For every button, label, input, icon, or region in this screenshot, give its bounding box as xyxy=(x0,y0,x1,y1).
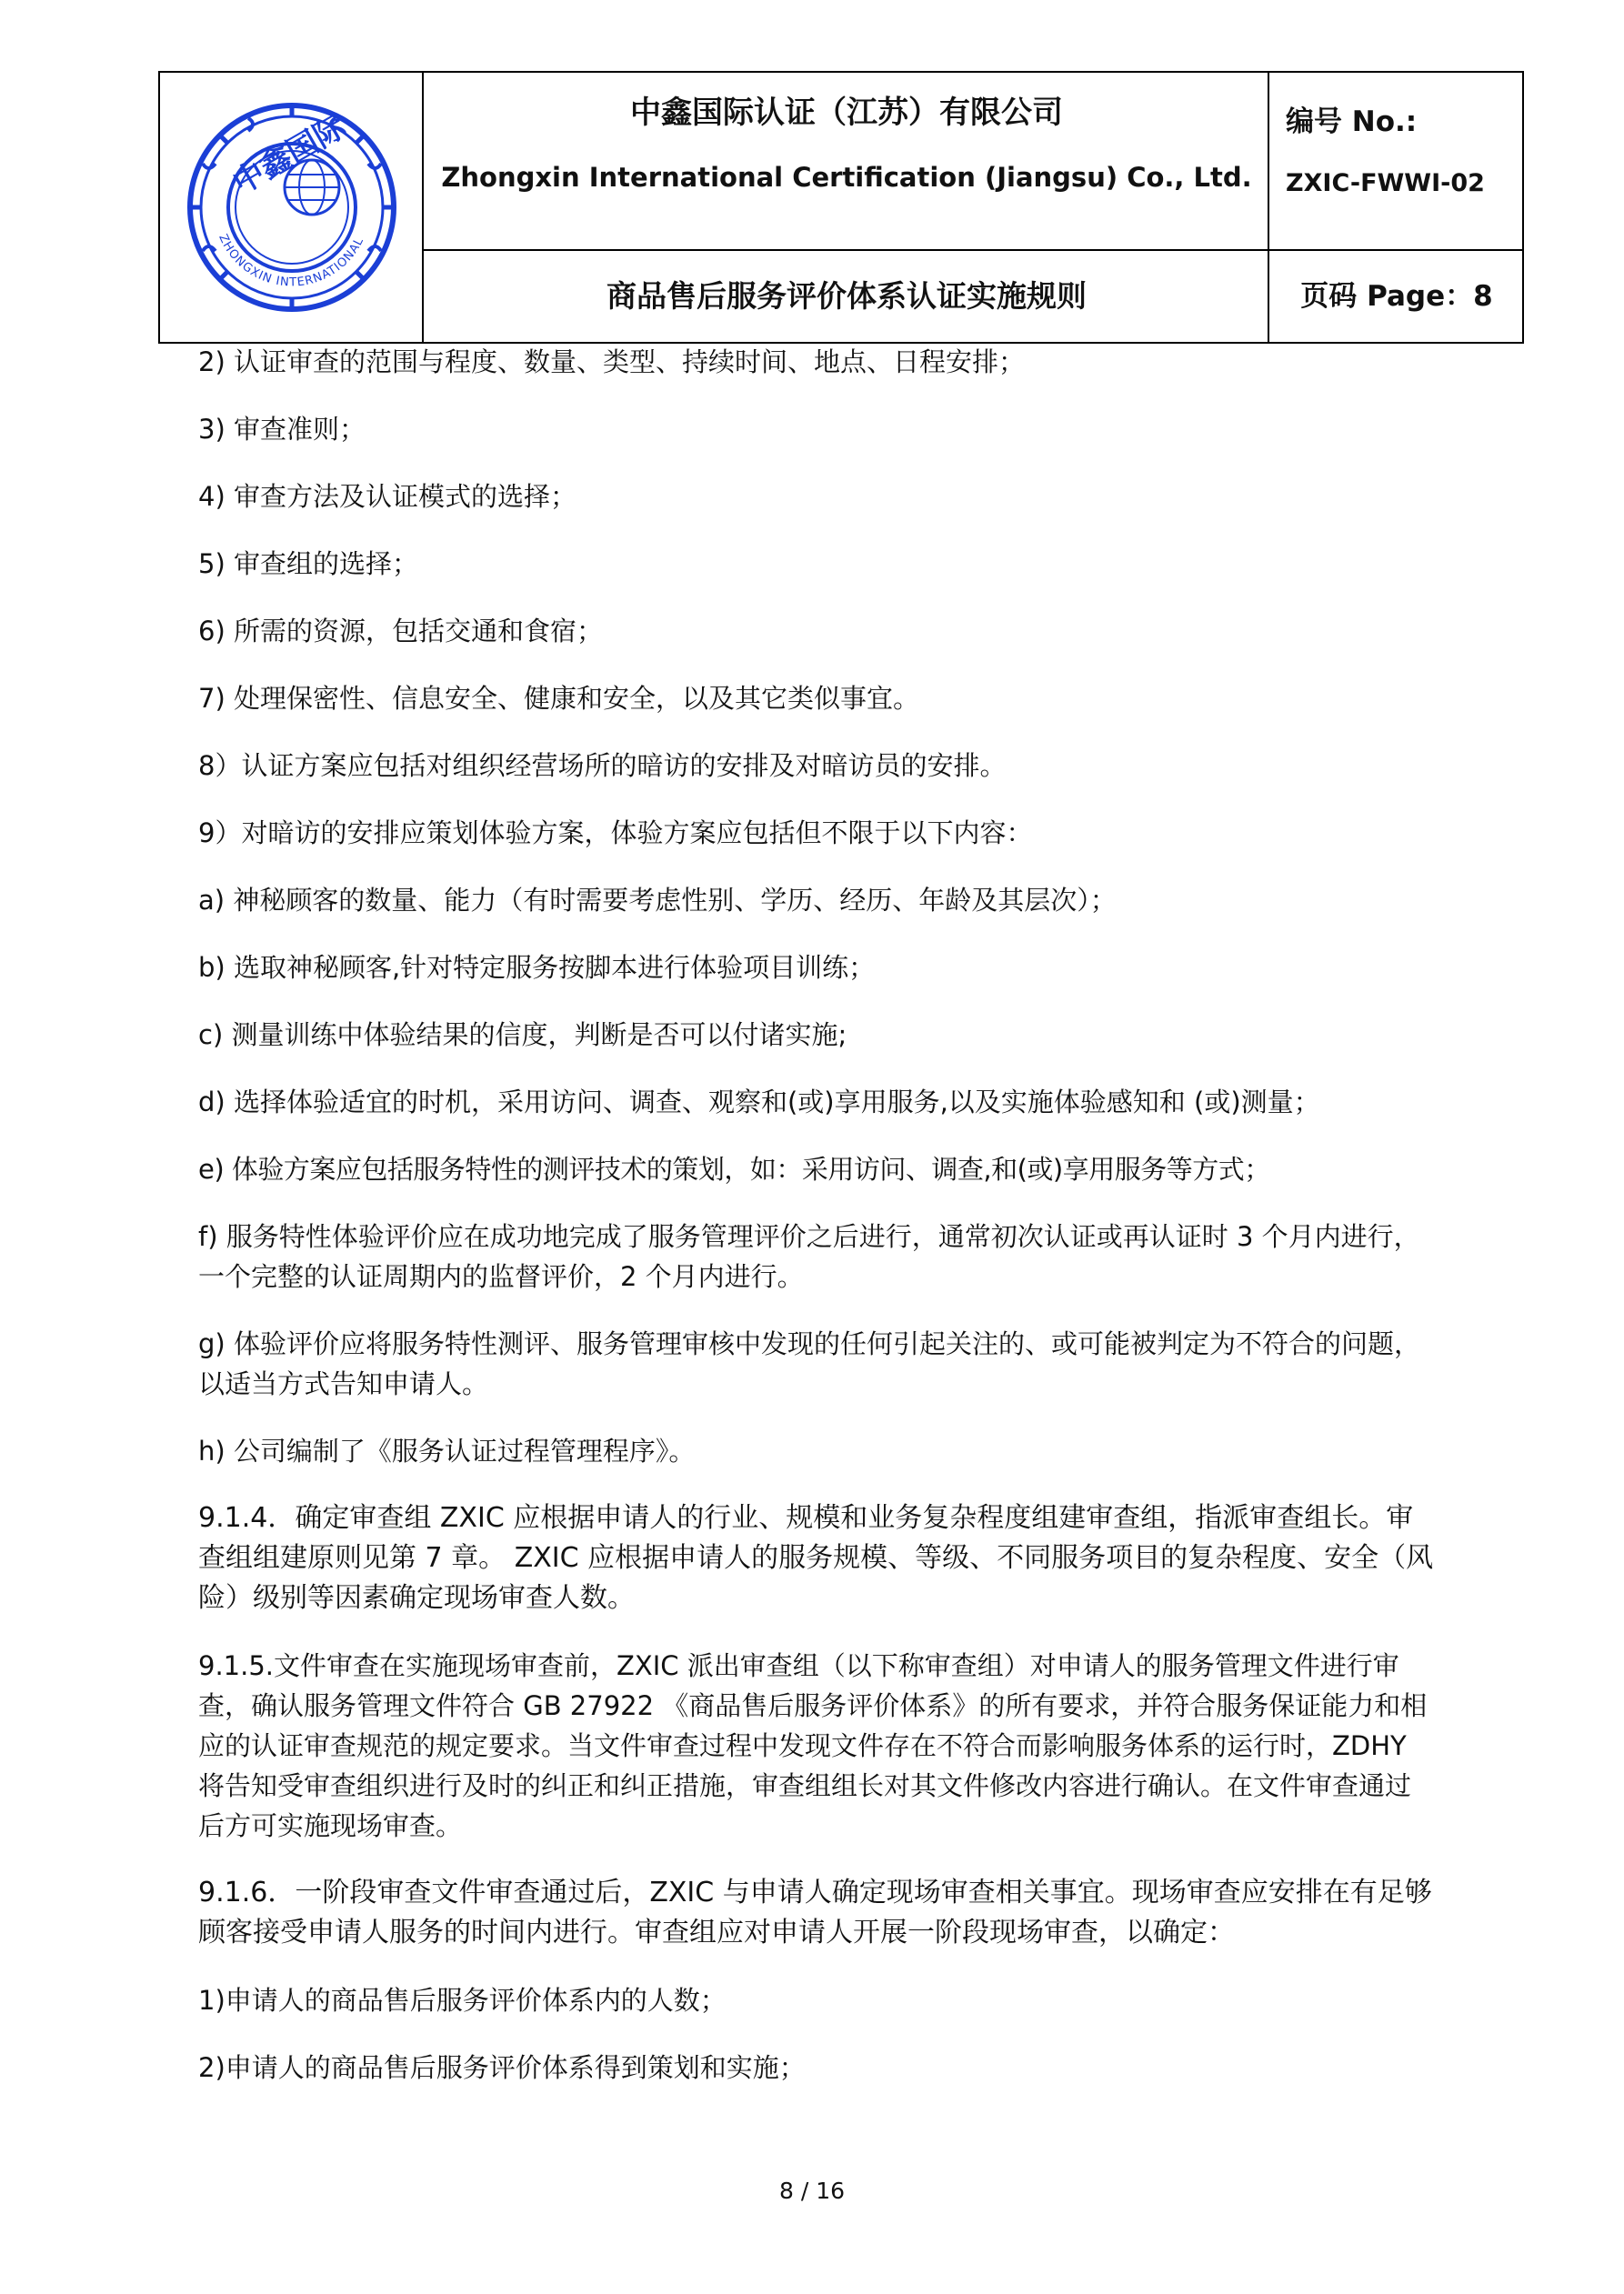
list-item: 2)申请人的商品售后服务评价体系得到策划和实施； xyxy=(198,2052,806,2083)
list-item: 3) 审查准则； xyxy=(198,414,366,445)
section-paragraph: 9.1.4．确定审查组 ZXIC 应根据申请人的行业、规模和业务复杂程度组建审查组，指派审查组长。审查组组建原则见第 7 章。 ZXIC 应根据申请人的服务规模、等级、不同服务项目的复杂程度、安全（风险）级别等因素确定现场审查人数。 xyxy=(198,1502,1434,1614)
document-code-value: ZXIC-FWWI-02 xyxy=(1286,169,1485,197)
section-paragraph: 9.1.6．一阶段审查文件审查通过后，ZXIC 与申请人确定现场审查相关事宜。现场审查应安排在有足够顾客接受申请人服务的时间内进行。审查组应对申请人开展一阶段现场审查，以确定： xyxy=(198,1877,1432,1948)
document-body xyxy=(198,342,1435,2088)
list-item: 7) 处理保密性、信息安全、健康和安全，以及其它类似事宜。 xyxy=(198,683,919,714)
list-item: 2) 认证审查的范围与程度、数量、类型、持续时间、地点、日程安排； xyxy=(198,346,1025,377)
page-number-label: 页码 Page：8 xyxy=(1300,280,1493,313)
company-name-cn: 中鑫国际认证（江苏）有限公司 xyxy=(630,95,1063,131)
list-item: 4) 审查方法及认证模式的选择； xyxy=(198,481,576,512)
list-item: d) 选择体验适宜的时机，采用访问、调查、观察和(或)享用服务,以及实施体验感知和 (或)测量； xyxy=(198,1087,1320,1117)
logo-text-cn: 中鑫国际 xyxy=(226,108,353,202)
list-item: 8）认证方案应包括对组织经营场所的暗访的安排及对暗访员的安排。 xyxy=(198,750,1007,781)
list-item: 6) 所需的资源，包括交通和食宿； xyxy=(198,616,603,646)
document-header xyxy=(158,71,1524,344)
list-item: c) 测量训练中体验结果的信度，判断是否可以付诸实施; xyxy=(198,1019,847,1050)
list-item: f) 服务特性体验评价应在成功地完成了服务管理评价之后进行，通常初次认证或再认证时 3 个月内进行，一个完整的认证周期内的监督评价，2 个月内进行。 xyxy=(198,1221,1420,1292)
company-name-en: Zhongxin International Certification (Jiangsu) Co., Ltd. xyxy=(441,162,1252,193)
list-item: 5) 审查组的选择； xyxy=(198,548,418,579)
list-item: b) 选取神秘顾客,针对特定服务按脚本进行体验项目训练； xyxy=(198,952,876,983)
list-item: 9）对暗访的安排应策划体验方案，体验方案应包括但不限于以下内容： xyxy=(198,817,1033,848)
logo-text-en: ZHONGXIN INTERNATIONAL xyxy=(216,232,367,290)
list-item: 1)申请人的商品售后服务评价体系内的人数； xyxy=(198,1985,727,2016)
list-item: a) 神秘顾客的数量、能力（有时需要考虑性别、学历、经历、年龄及其层次）； xyxy=(198,885,1117,916)
list-item: g) 体验评价应将服务特性测评、服务管理审核中发现的任何引起关注的、或可能被判定为不符合的问题，以适当方式告知申请人。 xyxy=(198,1328,1420,1399)
document-code-label: 编号 No.: xyxy=(1286,105,1418,138)
page-indicator: 8 / 16 xyxy=(778,2178,846,2204)
list-item: h) 公司编制了《服务认证过程管理程序》。 xyxy=(198,1436,696,1467)
logo-emblem-icon xyxy=(185,100,399,315)
list-item: e) 体验方案应包括服务特性的测评技术的策划，如：采用访问、调查,和(或)享用服务等方式； xyxy=(198,1154,1270,1185)
section-paragraph: 9.1.5.文件审查在实施现场审查前，ZXIC 派出审查组（以下称审查组）对申请人的服务管理文件进行审查，确认服务管理文件符合 GB 27922 《商品售后服务评价体系》的所有要求，并符合服务保证能力和相应的认证审查规范的规定要求。当文件审查过程中发现文件存在不符合而影响服务体系的运行时，ZDHY 将告知受审查组织进行及时的纠正和纠正措施，审查组组长对其文件修改内容进行确认。在文件审查通过后方可实施现场审查。 xyxy=(198,1650,1428,1841)
company-logo xyxy=(160,73,424,342)
document-title: 商品售后服务评价体系认证实施规则 xyxy=(606,278,1087,314)
